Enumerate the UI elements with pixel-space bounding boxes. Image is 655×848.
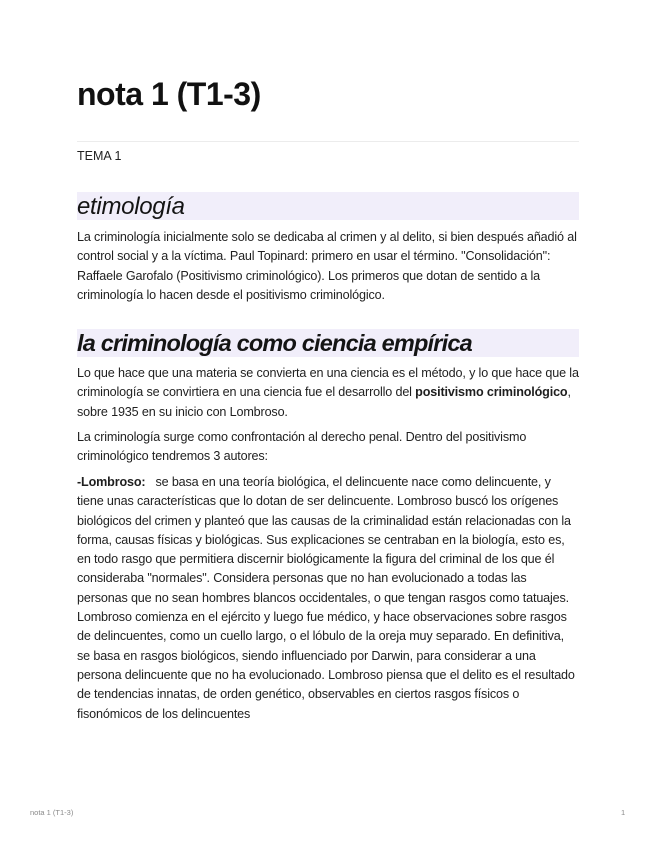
paragraph-lombroso <box>77 473 579 724</box>
topic-label: TEMA 1 <box>77 149 122 163</box>
title-divider <box>77 141 579 142</box>
page-title: nota 1 (T1-3) <box>77 76 261 112</box>
paragraph-confrontacion: La criminología surge como confrontación al derecho penal. Dentro del positivismo criminológico tendremos 3 autores: <box>77 430 527 464</box>
paragraph-metodo-start: Lo que hace que una materia se convierta en una ciencia es el método, y lo que hace que la criminología se convirtiera en una ciencia fue el desarrollo del <box>77 366 579 400</box>
author-label-lombroso: -Lombroso: <box>77 475 146 489</box>
paragraph-metodo <box>77 364 579 422</box>
section-heading-etimologia: etimología <box>77 192 579 220</box>
lombroso-description: se basa en una teoría biológica, el delincuente nace como delincuente, y tiene unas características que lo dotan de ser delincuente. Lombroso buscó los orígenes biológicos del crimen y planteó que las causas de la criminalidad están relacionadas con la forma, causas físicas y biológicas. Sus explicaciones se centraban en la biología, esto es, en todo rasgo que permitiera discernir biológicamente la figura del criminal de los que él consideraba "normales". Considera personas que no han evolucionado a todas las personas que no sean hombres blancos occidentales, o que tengan rasgos como tatuajes. Lombroso comienza en el ejército y luego fue médico, y hace observaciones sobre rasgos de delincuentes, como un cuello largo, o el lóbulo de la oreja muy separado. En definitiva, se basa en rasgos biológicos, siendo influenciado por Darwin, para considerar a una persona delincuente que no ha evolucionado. Lombroso piensa que el delito es el resultado de tendencias innatas, de orden genético, observables en ciertos rasgos físicos o fisonómicos de los delincuentes <box>77 475 575 721</box>
section-heading-ciencia-empirica: la criminología como ciencia empírica <box>77 329 579 357</box>
bold-term-positivismo: positivismo criminológico <box>415 385 568 400</box>
paragraph-metodo-end: , sobre 1935 en su inicio con Lombroso. <box>77 385 571 419</box>
footer-page-number: 1 <box>621 808 626 817</box>
footer-document-title: nota 1 (T1-3) <box>30 808 74 817</box>
paragraph-etimologia: La criminología inicialmente solo se dedicaba al crimen y al delito, si bien después añadió al control social y a la víctima. Paul Topinard: primero en usar el término. "Consolidación": Raffaele Garofalo (Positivismo criminológico). Los primeros que dotan de sentido a la criminología lo hacen desde el positivismo criminológico. <box>77 230 577 302</box>
